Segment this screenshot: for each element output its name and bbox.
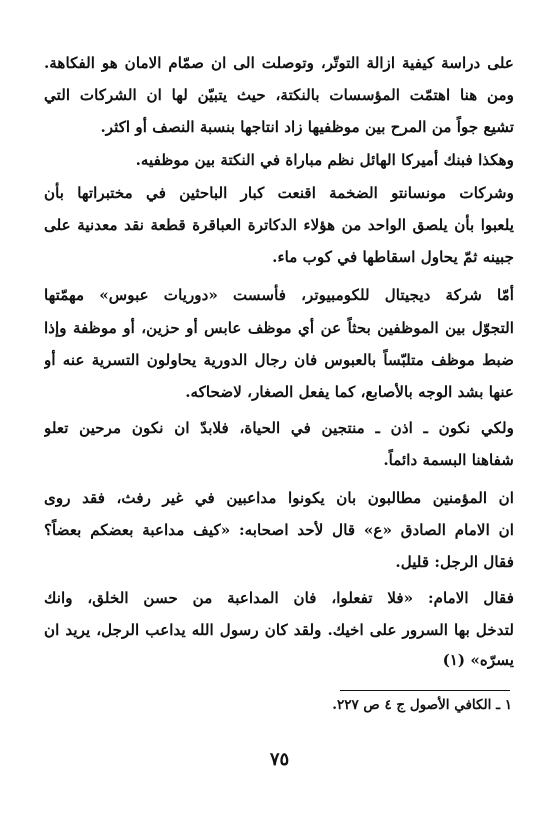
text-line-5: وشركات مونسانتو الضخمة اقنعت كبار الباحثين في مختبراتها بأن [44, 184, 514, 202]
text-line-14: ان المؤمنين مطالبون بان يكونوا مداعبين في غير رفث، فقد روى [44, 489, 514, 507]
text-line-10: ضبط موظف متلبّساً بالعبوس فان رجال الدورية يحاولون التسرية عنه أو [44, 351, 514, 369]
text-line-19: يسرّه» (١) [442, 651, 514, 669]
text-line-1: على دراسة كيفية ازالة التوتّر، وتوصلت الى ان صمّام الامان هو الفكاهة. [44, 54, 514, 72]
text-line-4: وهكذا فبنك أميركا الهائل نظم مباراة في النكتة بين موظفيه. [135, 151, 514, 169]
text-line-8: أمّا شركة ديجيتال للكومبيوتر، فأسست «دوريات عبوس» مهمّتها [44, 286, 514, 304]
text-line-6: يلعبوا بأن يلصق الواحد من هؤلاء الدكاترة العباقرة قطعة نقد معدنية على [44, 216, 514, 234]
text-line-11: عنها بشد الوجه بالأصابع، كما يفعل الصغار، لاضحاكه. [185, 383, 514, 401]
text-line-3: تشيع جواً من المرح بين موظفيها زاد انتاجها بنسبة النصف أو اكثر. [100, 118, 514, 136]
text-line-13: شفاهنا البسمة دائماً. [383, 451, 514, 469]
text-line-2: ومن هنا اهتمّت المؤسسات بالنكتة، حيث يتبيّن لها ان الشركات التي [44, 86, 514, 104]
text-line-12: ولكي نكون ـ اذن ـ منتجين في الحياة، فلابدّ ان نكون مرحين تعلو [44, 419, 514, 437]
text-line-18: لتدخل بها السرور على اخيك. ولقد كان رسول الله يداعب الرجل، يريد ان [44, 621, 514, 639]
text-line-17: فقال الامام: «فلا تفعلوا، فان المداعبة من حسن الخلق، وانك [44, 589, 514, 607]
text-line-9: التجوّل بين الموظفين بحثاً عن أي موظف عابس أو حزين، أو موظفة وإذا [44, 319, 514, 337]
text-line-16: فقال الرجل: قليل. [395, 553, 514, 571]
text-line-7: جبينه ثمّ يحاول اسقاطها في كوب ماء. [272, 248, 514, 266]
footnote: ١ ـ الكافي الأصول ج ٤ ص ٢٢٧. [332, 697, 512, 713]
text-line-15: ان الامام الصادق «ع» قال لأحد اصحابه: «كيف مداعبة بعضكم بعضاً؟ [44, 521, 514, 539]
page-number: ٧٥ [269, 749, 290, 770]
